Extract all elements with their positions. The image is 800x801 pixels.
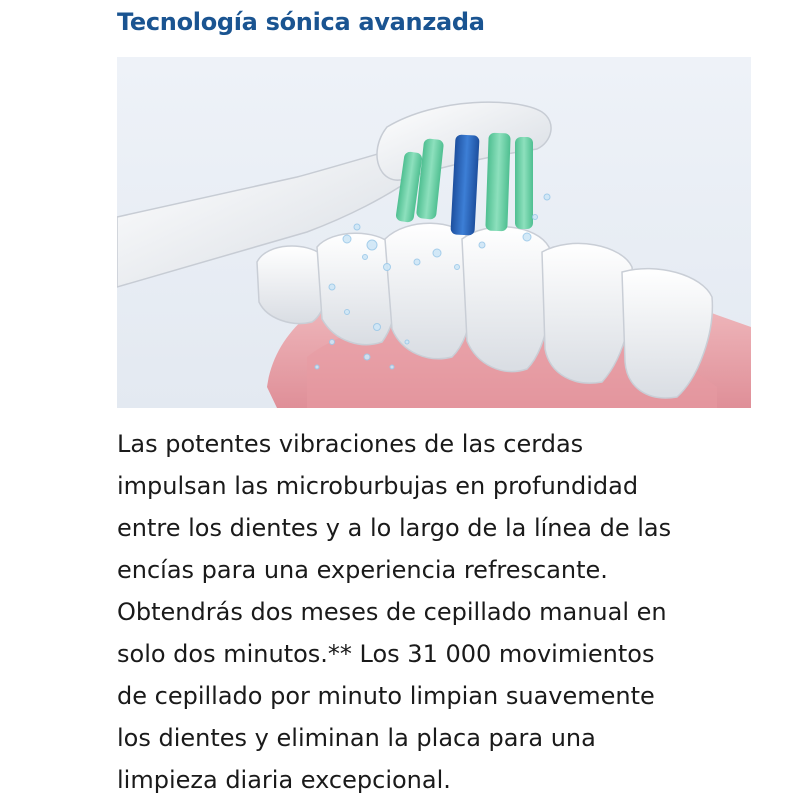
description-line: entre los dientes y a lo largo de la línea de las bbox=[117, 514, 672, 542]
description-line: encías para una experiencia refrescante. bbox=[117, 556, 608, 584]
section-title: Tecnología sónica avanzada bbox=[117, 8, 485, 36]
description-line: Las potentes vibraciones de las cerdas bbox=[117, 430, 584, 458]
description-line: los dientes y eliminan la placa para una bbox=[117, 724, 596, 752]
toothbrush-illustration bbox=[117, 57, 751, 408]
description-paragraph bbox=[117, 423, 757, 801]
description-line: Obtendrás dos meses de cepillado manual en bbox=[117, 598, 667, 626]
description-line: de cepillado por minuto limpian suavemente bbox=[117, 682, 655, 710]
description-line: solo dos minutos.** Los 31 000 movimientos bbox=[117, 640, 655, 668]
description-line: limpieza diaria excepcional. bbox=[117, 766, 451, 794]
description-line: impulsan las microburbujas en profundidad bbox=[117, 472, 639, 500]
